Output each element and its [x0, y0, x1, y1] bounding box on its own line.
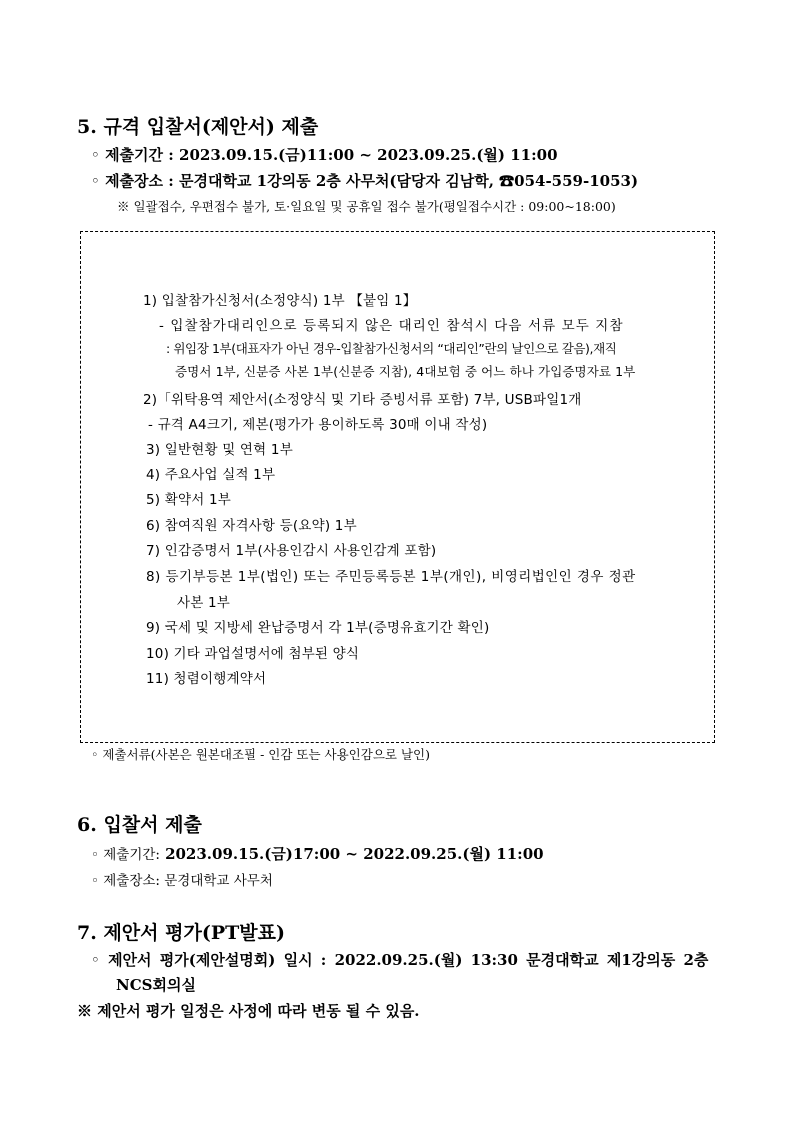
section-7-schedule-cont: NCS회의실	[116, 976, 196, 994]
doc-item-9: 9) 국세 및 지방세 완납증명서 각 1부(증명유효기간 확인)	[146, 620, 490, 636]
doc-item-3: 3) 일반현황 및 연혁 1부	[146, 442, 293, 458]
doc-item-8: 8) 등기부등본 1부(법인) 또는 주민등록등본 1부(개인), 비영리법인인 경우 정관	[146, 569, 636, 585]
section-6-period-label: ◦ 제출기간:	[91, 847, 160, 863]
doc-item-7: 7) 인감증명서 1부(사용인감시 사용인감계 포함)	[146, 543, 437, 559]
doc-item-4: 4) 주요사업 실적 1부	[146, 467, 276, 483]
section-6-place: ◦ 제출장소: 문경대학교 사무처	[91, 873, 273, 889]
section-5-place: ◦ 제출장소 : 문경대학교 1강의동 2층 사무처(담당자 김남학, ☎054-559-1053)	[91, 172, 639, 190]
doc-item-5: 5) 확약서 1부	[146, 492, 231, 508]
section-6-period-value: 2023.09.15.(금)17:00 ~ 2022.09.25.(월) 11:00	[165, 845, 544, 863]
doc-item-8-cont: 사본 1부	[177, 595, 231, 611]
doc-item-6: 6) 참여직원 자격사항 등(요약) 1부	[146, 518, 357, 534]
section-5-title: 5. 규격 입찰서(제안서) 제출	[77, 116, 319, 138]
section-6-period	[91, 843, 544, 864]
doc-item-10: 10) 기타 과업설명서에 첨부된 양식	[146, 646, 360, 662]
section-7-note: ※ 제안서 평가 일정은 사정에 따라 변동 될 수 있음.	[77, 1002, 420, 1020]
section-7-schedule: ◦ 제안서 평가(제안설명회) 일시 : 2022.09.25.(월) 13:30 문경대학교 제1강의동 2층	[91, 951, 709, 969]
doc-item-1-sub: - 입찰참가대리인으로 등록되지 않은 대리인 참석시 다음 서류 모두 지참	[159, 318, 624, 334]
doc-item-2-sub: - 규격 A4크기, 제본(평가가 용이하도록 30매 이내 작성)	[148, 417, 488, 433]
doc-item-1-detail: : 위임장 1부(대표자가 아닌 경우-입찰참가신청서의 “대리인”란의 날인으로 갈음),재직	[166, 341, 617, 356]
doc-item-2: 2)「위탁용역 제안서(소정양식 및 기타 증빙서류 포함) 7부, USB파일1개	[143, 392, 582, 408]
section-5-docs-label: ◦ 제출서류(사본은 원본대조필 - 인감 또는 사용인감으로 날인)	[91, 747, 430, 762]
section-7-title: 7. 제안서 평가(PT발표)	[77, 922, 285, 944]
section-6-title: 6. 입찰서 제출	[77, 814, 202, 836]
doc-item-1-detail-cont: 증명서 1부, 신분증 사본 1부(신분증 지참), 4대보험 중 어느 하나 가입증명자료 1부	[175, 364, 636, 379]
section-5-period: ◦ 제출기간 : 2023.09.15.(금)11:00 ~ 2023.09.25.(월) 11:00	[91, 146, 558, 164]
section-5-note: ※ 일괄접수, 우편접수 불가, 토·일요일 및 공휴일 접수 불가(평일접수시간 : 09:00~18:00)	[117, 199, 616, 214]
doc-item-1: 1) 입찰참가신청서(소정양식) 1부 【붙임 1】	[143, 293, 417, 309]
doc-item-11: 11) 청렴이행계약서	[146, 671, 267, 687]
